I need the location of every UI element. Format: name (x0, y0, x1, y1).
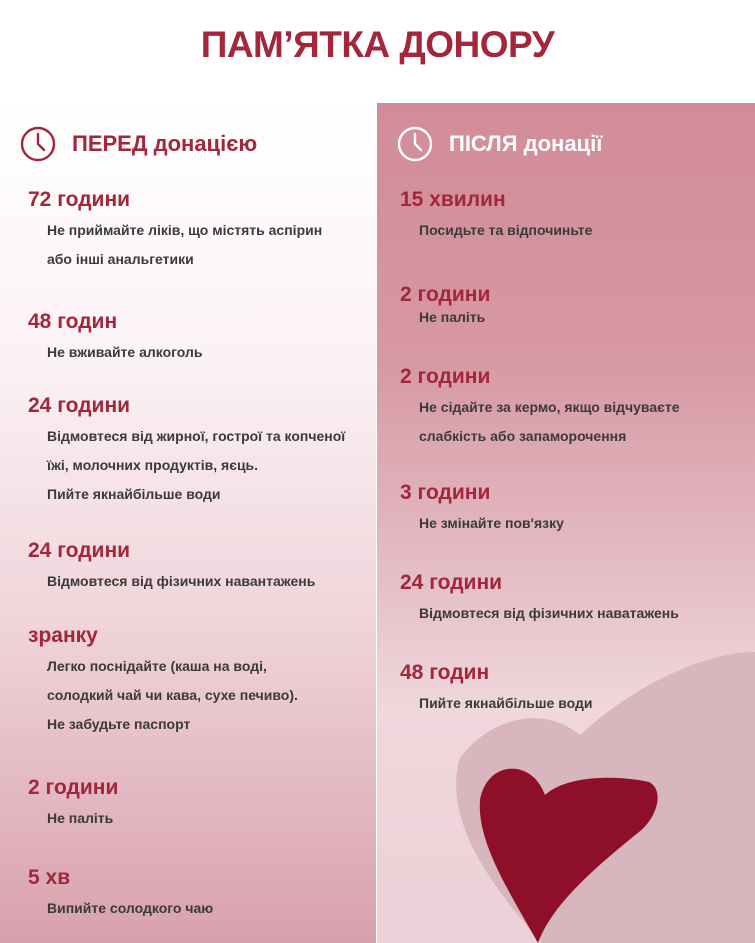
item-desc (28, 652, 368, 739)
desc-line: Легко поснідайте (каша на воді, (47, 658, 267, 674)
item-time: 2 години (400, 283, 491, 306)
desc-line: Не паліть (419, 309, 486, 325)
item-desc (400, 599, 740, 628)
item-desc (400, 216, 740, 245)
desc-line: Пийте якнайбільше води (47, 486, 221, 502)
item-time: 2 години (400, 365, 491, 388)
before-item (28, 539, 368, 596)
after-item (400, 571, 740, 628)
before-item (28, 624, 368, 739)
item-time: 24 години (28, 394, 131, 417)
item-time: 2 години (28, 776, 119, 799)
item-time: 24 години (400, 571, 503, 594)
desc-line: Не приймайте ліків, що містять аспірин (47, 222, 323, 238)
item-desc (400, 303, 740, 332)
after-item (400, 481, 740, 538)
after-item (400, 283, 740, 332)
desc-line: солодкий чай чи кава, сухе печиво). (47, 687, 298, 703)
before-item (28, 866, 368, 923)
desc-line: Не змінайте пов'язку (419, 515, 564, 531)
desc-line: Відмовтеся від фізичних навантажень (47, 573, 316, 589)
item-time: 15 хвилин (400, 188, 506, 211)
after-item (400, 188, 740, 245)
item-desc (28, 567, 368, 596)
item-desc (400, 689, 740, 718)
item-desc (28, 422, 368, 509)
clock-icon (20, 126, 56, 162)
after-item (400, 365, 740, 451)
item-time: зранку (28, 624, 98, 647)
before-item (28, 394, 368, 509)
desc-line: їжі, молочних продуктів, яєць. (47, 457, 259, 473)
item-time: 3 години (400, 481, 491, 504)
desc-line: Пийте якнайбільше води (419, 695, 593, 711)
after-item (400, 661, 740, 718)
before-header (20, 126, 257, 162)
desc-line: Випийте солодкого чаю (47, 900, 214, 916)
desc-line: Не вживайте алкоголь (47, 344, 203, 360)
clock-icon (397, 126, 433, 162)
item-time: 72 години (28, 188, 131, 211)
before-header-label (72, 131, 257, 157)
item-desc (28, 216, 368, 274)
page-title: ПАМ’ЯТКА ДОНОРУ (200, 24, 555, 65)
before-item (28, 310, 368, 367)
before-item (28, 776, 368, 833)
item-desc (28, 804, 368, 833)
desc-line: Відмовтеся від жирної, гострої та копченої (47, 428, 346, 444)
item-desc (28, 338, 368, 367)
desc-line: Відмовтеся від фізичних наватажень (419, 605, 679, 621)
desc-line: Не забудьте паспорт (47, 716, 191, 732)
item-desc (28, 894, 368, 923)
item-desc (400, 509, 740, 538)
item-time: 48 годин (400, 661, 490, 684)
item-time: 48 годин (28, 310, 118, 333)
item-time: 5 хв (28, 866, 71, 889)
desc-line: або інші анальгетики (47, 251, 194, 267)
after-header-rest: донації (517, 131, 603, 156)
after-header (397, 126, 602, 162)
before-header-rest: донацією (147, 131, 258, 156)
before-item (28, 188, 368, 274)
desc-line: Не паліть (47, 810, 114, 826)
before-header-bold: ПЕРЕД (72, 131, 148, 156)
item-desc (400, 393, 740, 451)
desc-line: Посидьте та відпочиньте (419, 222, 593, 238)
after-header-bold: ПІСЛЯ (449, 131, 518, 156)
after-header-label (449, 131, 602, 157)
desc-line: слабкість або запаморочення (419, 428, 627, 444)
item-time: 24 години (28, 539, 131, 562)
desc-line: Не сідайте за кермо, якщо відчуваєте (419, 399, 680, 415)
